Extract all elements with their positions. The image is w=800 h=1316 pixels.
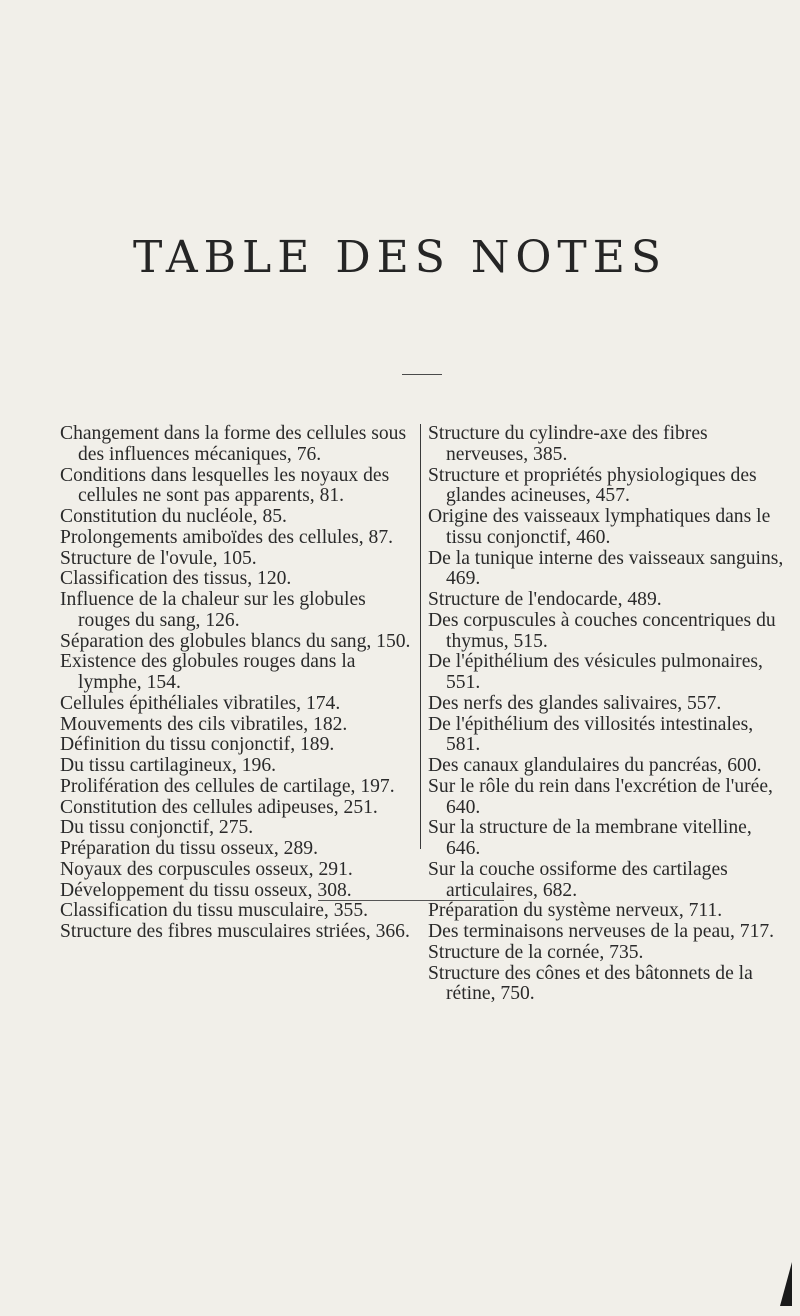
note-entry: Des corpuscules à couches concentriques du thymus, 515. [428, 609, 776, 652]
note-entry: Définition du tissu conjonctif, 189. [60, 734, 335, 756]
note-entry: Constitution du nucléole, 85. [60, 506, 287, 527]
column-divider [420, 424, 421, 849]
notes-column-left [60, 424, 420, 943]
note-entry: Des nerfs des glandes salivaires, 557. [428, 692, 722, 714]
note-entry: De l'épithélium des villosités intestinales, 581. [428, 713, 754, 756]
title-rule [402, 374, 442, 375]
note-entry: Structure du cylindre-axe des fibres nerveuses, 385. [428, 423, 708, 465]
note-entry: Du tissu conjonctif, 275. [60, 817, 254, 839]
note-entry: Existence des globules rouges dans la lymphe, 154. [60, 651, 356, 693]
note-entry: Changement dans la forme des cellules sous des influences mécaniques, 76. [60, 423, 407, 465]
note-entry: De l'épithélium des vésicules pulmonaires, 551. [428, 651, 763, 693]
note-entry: Préparation du tissu osseux, 289. [60, 838, 318, 859]
page-title: TABLE DES NOTES [132, 232, 668, 283]
note-entry: Noyaux des corpuscules osseux, 291. [60, 858, 353, 880]
note-entry: Classification du tissu musculaire, 355. [60, 900, 369, 922]
note-entry: De la tunique interne des vaisseaux sanguins, 469. [428, 547, 784, 590]
note-entry: Des terminaisons nerveuses de la peau, 717. [428, 921, 775, 942]
note-entry: Structure de l'endocarde, 489. [428, 589, 662, 610]
note-entry: Prolifération des cellules de cartilage, 197. [60, 775, 395, 797]
note-entry: Du tissu cartilagineux, 196. [60, 755, 277, 776]
note-entry: Préparation du système nerveux, 711. [428, 900, 723, 922]
note-entry: Sur la couche ossiforme des cartilages articulaires, 682. [428, 858, 728, 901]
note-entry: Structure de l'ovule, 105. [60, 547, 257, 569]
note-entry: Origine des vaisseaux lymphatiques dans le tissu conjonctif, 460. [428, 506, 771, 548]
note-entry: Classification des tissus, 120. [60, 568, 292, 590]
note-entry: Prolongements amiboïdes des cellules, 87. [60, 526, 394, 548]
note-entry: Conditions dans lesquelles les noyaux des cellules ne sont pas apparents, 81. [60, 464, 390, 507]
note-entry: Influence de la chaleur sur les globules rouges du sang, 126. [60, 589, 366, 631]
note-entry: Séparation des globules blancs du sang, 150. [60, 630, 411, 652]
note-entry: Constitution des cellules adipeuses, 251. [60, 796, 378, 818]
note-entry: Mouvements des cils vibratiles, 182. [60, 713, 348, 735]
note-entry: Structure de la cornée, 735. [428, 941, 644, 963]
bottom-rule [318, 900, 504, 901]
note-entry: Des canaux glandulaires du pancréas, 600. [428, 755, 762, 776]
note-entry: Sur la structure de la membrane vitelline, 646. [428, 817, 752, 859]
note-entry: Structure des fibres musculaires striées, 366. [60, 921, 410, 942]
notes-column-right [428, 424, 788, 1005]
note-entry: Sur le rôle du rein dans l'excrétion de l'urée, 640. [428, 775, 773, 818]
note-entry: Structure et propriétés physiologiques des glandes acineuses, 457. [428, 464, 757, 507]
note-entry: Structure des cônes et des bâtonnets de la rétine, 750. [428, 962, 753, 1005]
corner-ink-mark [780, 1262, 792, 1306]
note-entry: Cellules épithéliales vibratiles, 174. [60, 692, 341, 714]
note-entry: Développement du tissu osseux, 308. [60, 879, 352, 901]
